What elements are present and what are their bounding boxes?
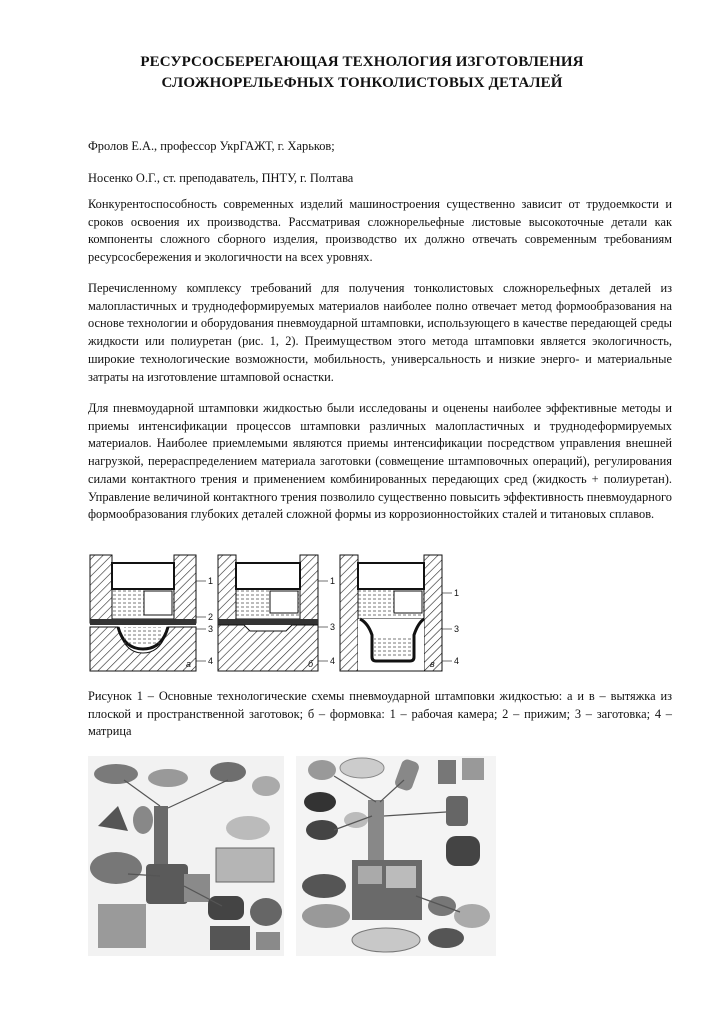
paragraph-3: Для пневмоударной штамповки жидкостью были исследованы и оценены наиболее эффективные методы и приемы интенсификации процессов штамповки различных малопластичных и труднодеформируемых материалов. Наиболее приемлемыми являются приемы интенсификации посредством управления внешней нагрузкой, перераспределением материала заготовки (совмещение штамповочных операций), регулирования силами контактного трения и применением комбинированных передающих сред (жидкость + полиуретан). Управление величиной контактного трения позволило существенно повысить эффективность пневмоударного формообразования глубоких деталей сложной формы из коррозионностойких сталей и титановых сплавов. bbox=[88, 401, 672, 522]
letter-b: б bbox=[308, 659, 314, 669]
figure-2-photo-left bbox=[88, 756, 284, 956]
letter-v: в bbox=[430, 659, 435, 669]
scheme-panel-b bbox=[218, 555, 318, 671]
figure-1-schemes bbox=[88, 553, 468, 679]
figure-2-photo-right bbox=[296, 756, 496, 956]
paper-title bbox=[60, 52, 664, 94]
letter-a: а bbox=[186, 659, 192, 669]
label-a-3: 3 bbox=[208, 624, 214, 634]
author-1: Фролов Е.А., профессор УкрГАЖТ, г. Харьков; bbox=[88, 139, 335, 153]
title-line-2: СЛОЖНОРЕЛЬЕФНЫХ ТОНКОЛИСТОВЫХ ДЕТАЛЕЙ bbox=[161, 75, 563, 91]
label-a-2: 2 bbox=[208, 612, 214, 622]
label-v-1: 1 bbox=[454, 588, 460, 598]
label-v-3: 3 bbox=[454, 624, 460, 634]
figure-1-caption: Рисунок 1 – Основные технологические схемы пневмоударной штамповки жидкостью: а и в – вытяжка из плоской и пространственной заготовок; б – формовка: 1 – рабочая камера; 2 – прижим; 3 – заготовка; 4 – матрица bbox=[88, 689, 672, 739]
paragraph-2: Перечисленному комплексу требований для получения тонколистовых сложнорельефных деталей из малопластичных и труднодеформируемых материалов наиболее полно отвечает метод формообразования на основе технологии и оборудования пневмоударной штамповки, использующего в качестве передающей среды жидкости или полиуретан (рис. 1, 2). Преимуществом этого метода штамповки является экологичность, широкие технологические возможности, мобильность, универсальность и низкие энерго- и материальные затраты на изготовление штамповой оснастки. bbox=[88, 281, 672, 384]
title-line-1: РЕСУРСОСБЕРЕГАЮЩАЯ ТЕХНОЛОГИЯ ИЗГОТОВЛЕНИЯ bbox=[140, 54, 584, 70]
label-b-1: 1 bbox=[330, 576, 336, 586]
author-2: Носенко О.Г., ст. преподаватель, ПНТУ, г. Полтава bbox=[88, 171, 354, 185]
scheme-panel-v bbox=[340, 555, 442, 671]
label-a-4: 4 bbox=[208, 656, 214, 666]
label-a-1: 1 bbox=[208, 576, 214, 586]
scheme-panel-a bbox=[90, 555, 196, 671]
label-v-4: 4 bbox=[454, 656, 460, 666]
label-b-3: 3 bbox=[330, 622, 336, 632]
paragraph-1: Конкурентоспособность современных изделий машиностроения существенно зависит от трудоемкости и сроков освоения их производства. Рассматривая сложнорельефные листовые высокоточные детали как компоненты сложного сборного изделия, производство их должно отвечать современным требованиям ресурсосбережения и экологичности на всех уровнях. bbox=[88, 197, 672, 265]
label-b-4: 4 bbox=[330, 656, 336, 666]
